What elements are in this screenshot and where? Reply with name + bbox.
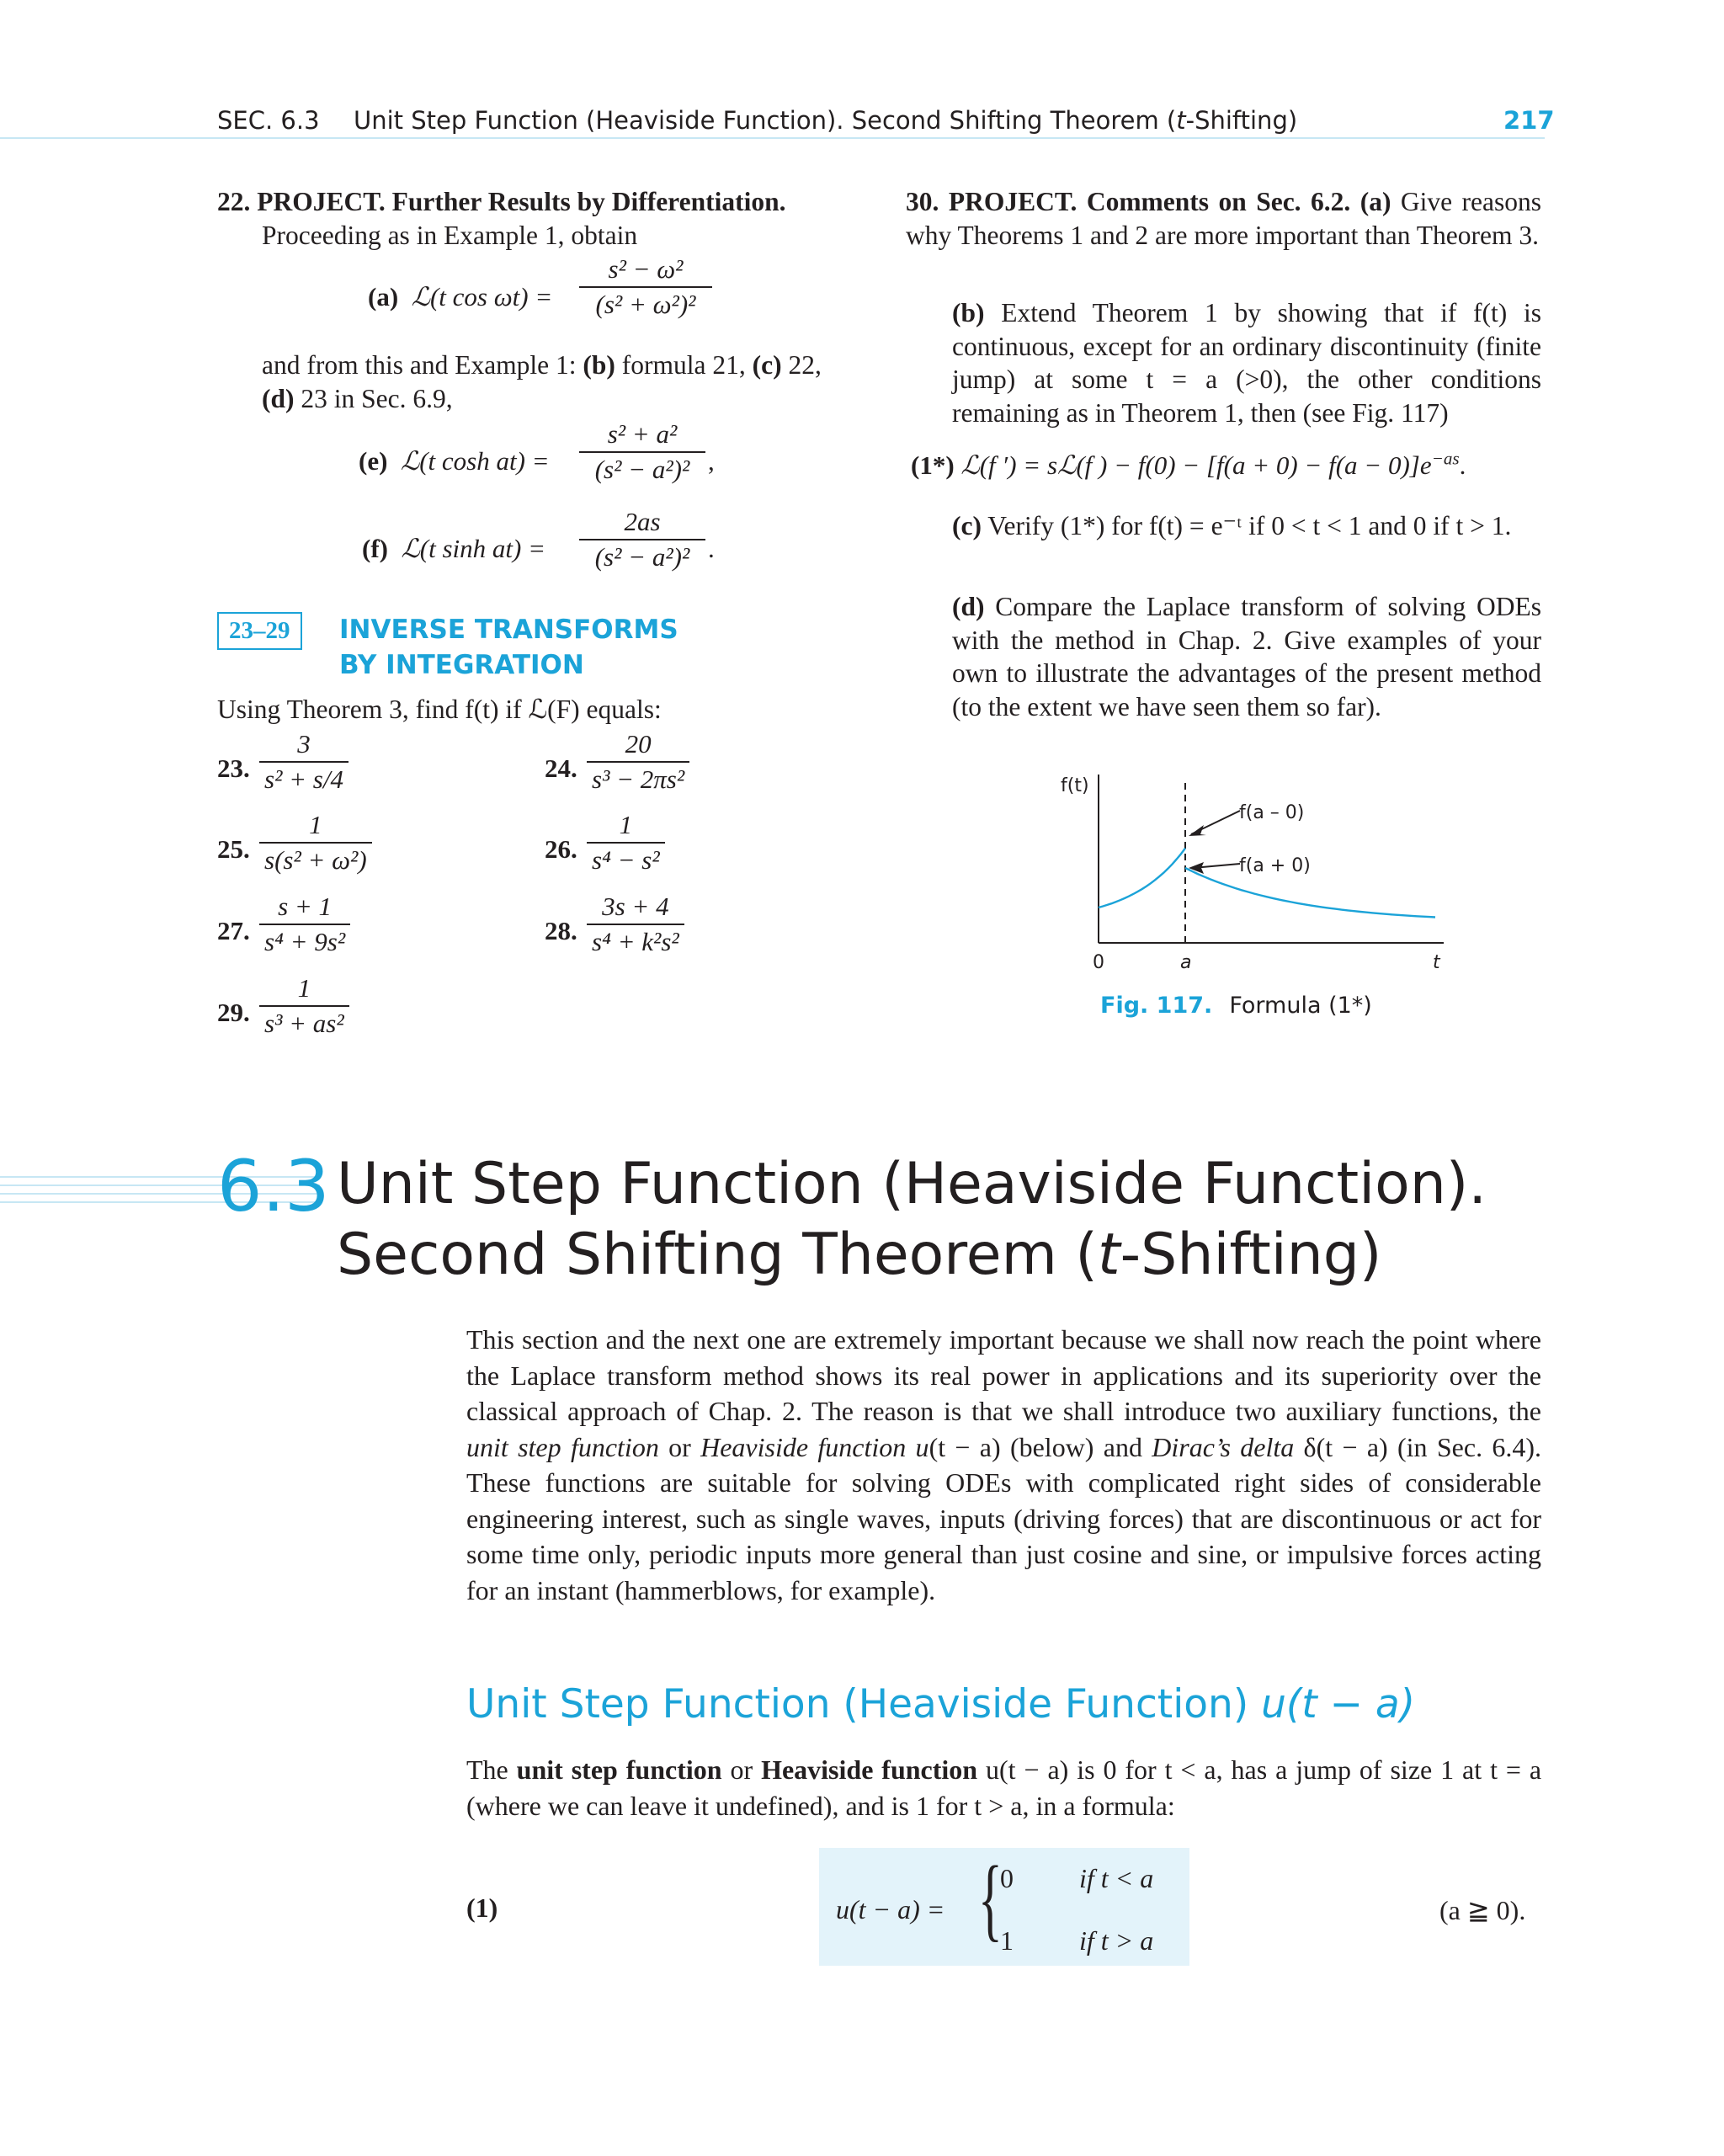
running-header	[217, 106, 1297, 135]
formula-1-label: (1)	[466, 1892, 498, 1923]
header-rule	[0, 137, 1545, 139]
problem-number: 29.	[217, 998, 250, 1027]
label-left-limit: f(a – 0)	[1239, 802, 1305, 823]
label-right-limit: f(a + 0)	[1239, 855, 1311, 876]
formula-1-brace: {	[977, 1847, 1003, 1950]
section-title: Unit Step Function (Heaviside Function). Second Shifting Theorem (t-Shifting)	[337, 1151, 1487, 1288]
problem-30-part-d: (d) Compare the Laplace transform of solving ODEs with the method in Chap. 2. Give examples of your own to illustrate the advantages of the present method (to the extent we have seen them so far).	[952, 592, 1541, 721]
eq-22e-punct: ,	[708, 446, 715, 476]
problem-fraction: 1 s⁴ − s²	[587, 810, 665, 876]
eq-22e-frac: s² + a² (s² − a²)²	[579, 419, 705, 485]
problem-number: 28.	[545, 916, 577, 945]
problem-fraction: 1 s(s² + ω²)	[259, 810, 372, 876]
eq-22f-frac: 2as (s² − a²)²	[579, 507, 705, 572]
problem-range-box: 23–29	[217, 612, 302, 650]
subsection-paragraph: The unit step function or Heaviside function u(t − a) is 0 for t < a, has a jump of size 1 at t = a (where we can leave it undefined), and is 1 for t > a, in a formula:	[466, 1754, 1542, 1821]
section-number: 6.3	[217, 1145, 330, 1227]
arrowhead-left-limit	[1189, 825, 1206, 836]
problem-30-part-c: (c) Verify (1*) for f(t) = e⁻ᵗ if 0 < t < 1 and 0 if t > 1.	[952, 511, 1512, 540]
problem-fraction: 3s + 4 s⁴ + k²s²	[587, 892, 684, 957]
figure-117	[1044, 758, 1465, 985]
case-1-condition: if t < a	[1079, 1863, 1154, 1893]
problem-number: 25.	[217, 834, 250, 864]
problem-fraction: 3 s² + s/4	[259, 729, 349, 795]
problem-fraction: 20 s³ − 2πs²	[587, 729, 689, 795]
figure-caption: Fig. 117. Formula (1*)	[1100, 993, 1372, 1019]
page-number: 217	[1503, 106, 1555, 135]
formula-1-lhs: u(t − a) =	[836, 1894, 945, 1924]
formula-1-condition: (a ≧ 0).	[1439, 1895, 1526, 1925]
problem-group-heading: INVERSE TRANSFORMS BY INTEGRATION	[339, 615, 678, 680]
t-axis-label: t	[1433, 952, 1440, 973]
eq-22e-lhs: (e) ℒ(t cosh at) =	[359, 446, 550, 476]
eq-1-star: (1*) ℒ(f ′) = sℒ(f ) − $f(0) - [f(a + 0) - f(a - 0)]e^{-as}$.	[911, 448, 1466, 480]
problem-22-mid-text: and from this and Example 1: (b) formula 21, (c) 22, (d) 23 in Sec. 6.9,	[262, 350, 822, 413]
problem-fraction: 1 s³ + as²	[259, 973, 349, 1039]
problem-number: 23.	[217, 753, 250, 783]
problem-30-part-b: (b) Extend Theorem 1 by showing that if f(t) is continuous, except for an ordinary discontinuity (finite jump) at some t = a (>0), the other conditions remaining as in Theorem 1, then (see Fig. 117)	[952, 298, 1541, 428]
a-tick-label: a	[1180, 952, 1192, 973]
case-2-condition: if t > a	[1079, 1925, 1154, 1956]
problem-30-heading: PROJECT. Comments on Sec. 6.2.	[948, 187, 1351, 216]
problem-group-instruction: Using Theorem 3, find f(t) if ℒ(F) equals:	[217, 695, 662, 724]
y-axis-label: f(t)	[1061, 775, 1089, 796]
case-1-value: 0	[1000, 1863, 1014, 1893]
problem-22-heading: PROJECT. Further Results by Differentiation.	[257, 187, 786, 216]
header-section-label: SEC. 6.3	[217, 106, 320, 135]
problem-number: 26.	[545, 834, 577, 864]
problem-number: 24.	[545, 753, 577, 783]
eq-22a-lhs: (a) ℒ(t cos ωt) =	[368, 282, 553, 311]
curve-left-branch	[1099, 849, 1185, 908]
eq-22f-punct: .	[708, 534, 715, 563]
subsection-title: Unit Step Function (Heaviside Function) u(t − a)	[466, 1681, 1416, 1727]
problem-22: 22. PROJECT. Further Results by Differentiation. Proceeding as in Example 1, obtain	[217, 187, 786, 250]
section-intro: This section and the next one are extremely important because we shall now reach the point where the Laplace transform method shows its real power in applications and its superiority over the classical approach of Chap. 2. The reason is that we shall introduce two auxiliary functions, the unit step function or Heaviside function u(t − a) (below) and Dirac’s delta δ(t − a) (in Sec. 6.4). These functions are suitable for solving ODEs with complicated right sides of considerable engineering interest, such as single waves, inputs (driving forces) that are discontinuous or act for some time only, periodic inputs more general than just cosine and sine, or impulsive forces acting for an instant (hammerblows, for example).	[466, 1324, 1542, 1605]
case-2-value: 1	[1000, 1925, 1014, 1956]
problem-30: 30. PROJECT. Comments on Sec. 6.2. (a) Give reasons why Theorems 1 and 2 are more important than Theorem 3.	[906, 187, 1542, 250]
problem-number: 27.	[217, 916, 250, 945]
eq-22f-lhs: (f) ℒ(t sinh at) =	[362, 534, 546, 563]
header-title: Unit Step Function (Heaviside Function). Second Shifting Theorem (t-Shifting)	[353, 106, 1298, 135]
problem-fraction: s + 1 s⁴ + 9s²	[259, 892, 350, 957]
eq-22a-frac: s² − ω² (s² + ω²)²	[579, 254, 712, 320]
origin-label: 0	[1093, 952, 1104, 973]
